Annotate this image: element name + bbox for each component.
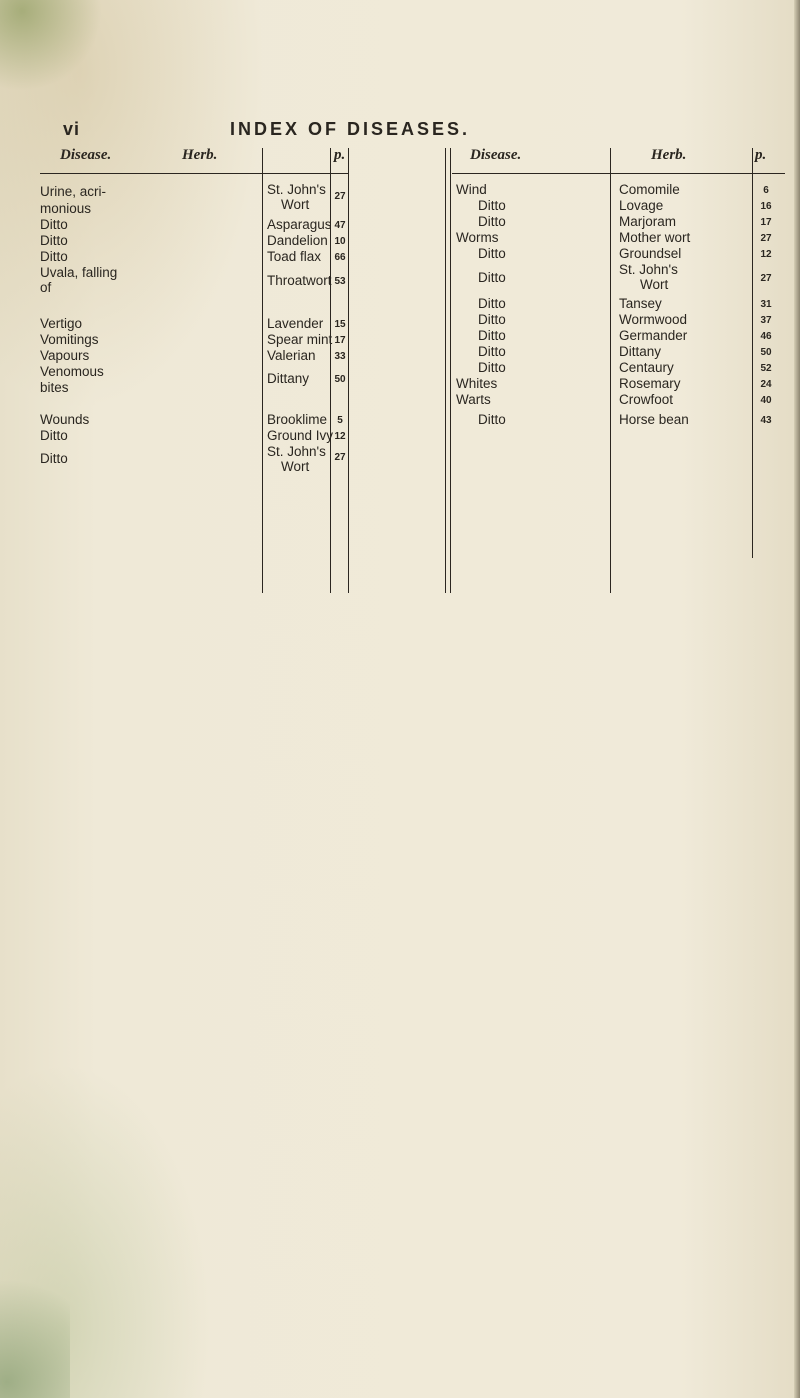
left-page-cell: 15 xyxy=(334,319,346,330)
right-page-cell: 17 xyxy=(760,217,772,228)
left-page-cell: 27 xyxy=(334,452,346,463)
column-rule xyxy=(610,148,611,593)
header-page-right: p. xyxy=(755,147,767,163)
right-page-cell: 6 xyxy=(763,185,769,196)
right-disease-cell: Wind xyxy=(456,182,487,197)
left-disease-cell: Venomous xyxy=(40,364,104,379)
column-rule xyxy=(450,148,451,593)
left-herb-cell: Brooklime xyxy=(267,412,328,427)
page-title: INDEX OF DISEASES. xyxy=(230,119,471,139)
right-disease-cell: Ditto xyxy=(478,198,506,213)
left-page-cell: 66 xyxy=(334,252,346,263)
right-page-cell: 40 xyxy=(760,395,772,406)
column-rule xyxy=(262,148,263,593)
header-herb-right: Herb. xyxy=(651,147,687,163)
column-rule xyxy=(445,148,446,593)
left-herb-cell: Ground Ivy xyxy=(267,428,334,443)
left-disease-cell: Uvala, falling xyxy=(40,265,118,280)
left-disease-cell: Ditto xyxy=(40,249,68,264)
header-disease-right: Disease. xyxy=(470,147,522,163)
right-herb-cell: St. John's xyxy=(619,262,678,277)
right-page-cell: 16 xyxy=(760,201,772,212)
left-page-cell: 12 xyxy=(334,431,346,442)
left-disease-cell: Vapours xyxy=(40,348,90,363)
page-number: vi xyxy=(63,119,81,139)
header-page-left: p. xyxy=(334,147,346,163)
left-page-cell: 50 xyxy=(334,374,346,385)
right-page-cell: 43 xyxy=(760,415,772,426)
page-edge xyxy=(794,0,800,1398)
right-disease-cell: Ditto xyxy=(478,312,506,327)
right-disease-cell: Warts xyxy=(456,392,491,407)
column-rule xyxy=(348,148,349,593)
right-disease-cell: Ditto xyxy=(478,344,506,359)
right-disease-cell: Ditto xyxy=(478,246,506,261)
right-page-cell: 24 xyxy=(760,379,772,390)
right-page-cell: 12 xyxy=(760,249,772,260)
right-page-cell: 27 xyxy=(760,273,772,284)
right-herb-cell: Groundsel xyxy=(619,246,682,261)
left-page-cell: 10 xyxy=(334,236,346,247)
right-disease-cell: Ditto xyxy=(478,328,506,343)
left-disease-cell: monious xyxy=(40,201,92,216)
header-disease-left: Disease. xyxy=(60,147,112,163)
left-herb-cell: Wort xyxy=(281,459,310,474)
left-herb-cell: St. John's xyxy=(267,444,326,459)
right-herb-cell: Mother wort xyxy=(619,230,691,245)
left-page-cell: 53 xyxy=(334,276,346,287)
left-page-cell: 27 xyxy=(334,191,346,202)
right-herb-cell: Horse bean xyxy=(619,412,689,427)
right-disease-cell: Ditto xyxy=(478,412,506,427)
header-rule-left xyxy=(40,173,348,174)
right-herb-cell: Rosemary xyxy=(619,376,681,391)
right-page-cell: 50 xyxy=(760,347,772,358)
left-herb-cell: Valerian xyxy=(267,348,316,363)
right-page-cell: 27 xyxy=(760,233,772,244)
right-page-cell: 31 xyxy=(760,299,772,310)
right-disease-cell: Worms xyxy=(456,230,499,245)
left-disease-cell: Ditto xyxy=(40,233,68,248)
left-herb-cell: Asparagus xyxy=(267,217,332,232)
left-disease-cell: Wounds xyxy=(40,412,90,427)
right-herb-cell: Wormwood xyxy=(619,312,688,327)
right-page-cell: 52 xyxy=(760,363,772,374)
right-disease-cell: Ditto xyxy=(478,360,506,375)
left-herb-cell: Dittany xyxy=(267,371,310,386)
page-stain-bottom-left xyxy=(0,1238,70,1398)
left-herb-cell: Wort xyxy=(281,197,310,212)
right-page-cell: 37 xyxy=(760,315,772,326)
column-rule xyxy=(330,148,331,593)
left-herb-cell: St. John's xyxy=(267,182,326,197)
left-herb-cell: Toad flax xyxy=(267,249,322,264)
right-disease-cell: Ditto xyxy=(478,296,506,311)
left-disease-cell: Urine, acri- xyxy=(40,184,107,199)
left-disease-cell: Ditto xyxy=(40,428,68,443)
left-herb-cell: Lavender xyxy=(267,316,324,331)
right-herb-cell: Centaury xyxy=(619,360,674,375)
right-disease-cell: Ditto xyxy=(478,214,506,229)
right-page-cell: 46 xyxy=(760,331,772,342)
right-herb-cell: Lovage xyxy=(619,198,664,213)
left-page-cell: 33 xyxy=(334,351,346,362)
header-herb-left: Herb. xyxy=(182,147,218,163)
column-rule xyxy=(752,148,753,558)
running-head xyxy=(0,119,800,149)
right-herb-cell: Tansey xyxy=(619,296,662,311)
right-herb-cell: Marjoram xyxy=(619,214,677,229)
left-disease-cell: Vomitings xyxy=(40,332,99,347)
right-herb-cell: Wort xyxy=(640,277,669,292)
left-page-cell: 5 xyxy=(337,415,343,426)
left-herb-cell: Dandelion xyxy=(267,233,328,248)
left-disease-cell: Vertigo xyxy=(40,316,83,331)
right-disease-cell: Whites xyxy=(456,376,498,391)
right-herb-cell: Comomile xyxy=(619,182,680,197)
page-stain-top-left xyxy=(0,0,110,110)
left-herb-cell: Spear mint xyxy=(267,332,333,347)
right-herb-cell: Germander xyxy=(619,328,688,343)
left-herb-cell: Throatwort xyxy=(267,273,332,288)
left-page-cell: 17 xyxy=(334,335,346,346)
left-disease-cell: bites xyxy=(40,380,69,395)
right-herb-cell: Dittany xyxy=(619,344,662,359)
left-disease-cell: Ditto xyxy=(40,217,68,232)
left-disease-cell: Ditto xyxy=(40,451,68,466)
right-disease-cell: Ditto xyxy=(478,270,506,285)
left-disease-cell: of xyxy=(40,280,52,295)
left-page-cell: 47 xyxy=(334,220,346,231)
header-rule-right xyxy=(452,173,785,174)
right-herb-cell: Crowfoot xyxy=(619,392,674,407)
